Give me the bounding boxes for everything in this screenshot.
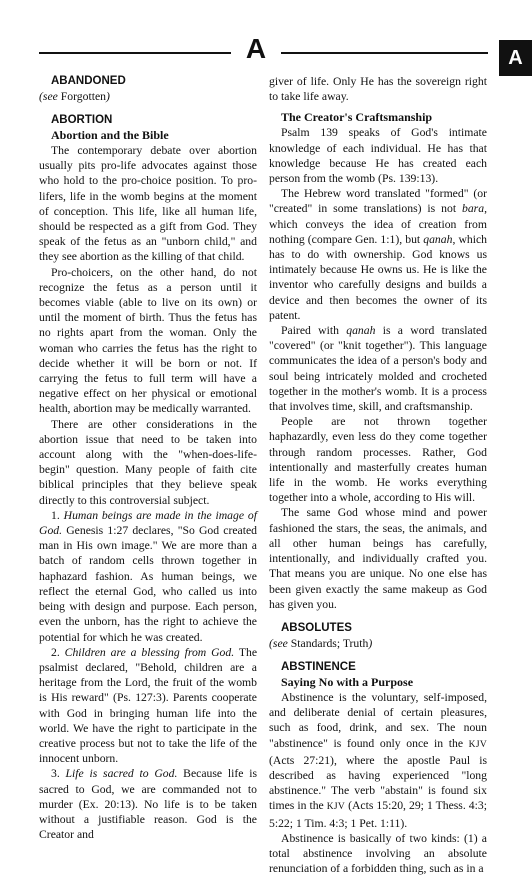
paragraph: Pro-choicers, on the other hand, do not recognize the fetus as a person until it becomes viable (able to live on its own) or until the moment of birth. Thus the fetus has no rights apart from the woman. Only the woman who carries the fetus has the right to decide whether it will be born or not. If carrying the fetus to full term will have a negative effect on her physical or emotional health, abortion may be medically warranted. <box>39 265 257 416</box>
cross-reference-abandoned[interactable]: (see Forgotten) <box>39 90 110 103</box>
paragraph: Psalm 139 speaks of God's intimate knowledge of each individual. He has that knowledge because He has created each person from the womb (Ps. 139:13). <box>269 126 487 186</box>
header-rule-right <box>281 52 488 54</box>
numbered-paragraph: 1. Human beings are made in the image of God. Genesis 1:27 declares, "So God created man in His own image." We are more than a batch of random cells thrown together in haphazard fashion. As human beings, we reflect the eternal God, who called us into being with design and purpose. Each person, even the unborn, has the right to achieve the potential for which he was created. <box>39 508 257 644</box>
header-rule-left <box>39 52 231 54</box>
entry-heading-abandoned: ABANDONED <box>51 75 126 87</box>
thumb-index-tab[interactable]: A <box>499 40 532 76</box>
paragraph: There are other considerations in the abortion issue that need to be taken into account along with the "when-does-life-begin" question. Many people of faith cite biblical principles that they believe speak directly to this controversial subject. <box>39 417 257 507</box>
paragraph: The Hebrew word translated "formed" (or "created" in some translations) is not bara, which conveys the idea of creation from nothing (compare Gen. 1:1), but qanah, which has to do with ownership. God knows us intimately because He owns us. He is like the inventor who carefully designs and builds a device and then becomes the owner of its patent. <box>269 187 487 322</box>
entry-heading-absolutes: ABSOLUTES <box>281 621 352 634</box>
subheading-saying-no-with-a-purpose: Saying No with a Purpose <box>281 674 414 689</box>
subheading-creators-craftsmanship: The Creator's Craftsmanship <box>281 110 433 125</box>
subheading-abortion-and-the-bible: Abortion and the Bible <box>51 128 169 142</box>
paragraph: People are not thrown together haphazardly, even less do they come together through random processes. Rather, God intentionally and masterfully creates human life in the womb. He works everything together into a whole, according to His will. <box>269 415 487 505</box>
numbered-paragraph: 3. Life is sacred to God. Because life is sacred to God, we are commanded not to murder (Ex. 20:13). No life is to be taken without a justifiable reason. God is the Creator and <box>39 767 258 842</box>
left-column <box>39 74 257 842</box>
cross-reference-absolutes[interactable]: (see Standards; Truth) <box>269 636 373 650</box>
entry-heading-abstinence: ABSTINENCE <box>281 660 356 673</box>
paragraph: Paired with qanah is a word translated "covered" (or "knit together"). This language communicates the idea of a person's body and soul being intricately molded and crocheted together in the mother's womb. It is a process that involves time, skill, and craftsmanship. <box>269 324 488 414</box>
section-letter: A <box>245 33 267 64</box>
paragraph: Abstinence is basically of two kinds: (1) a total abstinence involving an absolute renunciation of a forbidden thing, such as in a <box>269 831 487 876</box>
paragraph: Abstinence is the voluntary, self-imposed, and deliberate denial of certain pleasures, such as food, drink, and sex. The noun "abstinence" is found only once in the KJV (Acts 27:21), where the apostle Paul is described as having experienced "long abstinence." The verb "abstain" is found six times in the KJV (Acts 15:20, 29; 1 Thess. 4:3; 5:22; 1 Tim. 4:3; 1 Pet. 1:11). <box>269 690 487 830</box>
paragraph: giver of life. Only He has the sovereign right to take life away. <box>269 75 487 104</box>
paragraph: The contemporary debate over abortion usually pits pro-life advocates against those who hold to the pro-choice position. To pro-lifers, life in the womb begins at the moment of conception. This life, like all human life, should be respected as a gift from God. They speak of the fetus as an "unborn child," and they see abortion as the killing of that child. <box>39 144 257 264</box>
right-column <box>269 74 487 876</box>
paragraph: The same God whose mind and power fashioned the stars, the seas, the animals, and all other human beings has carefully, intentionally, and individually crafted you. That means you are unique. No one else has been given exactly the same makeup as God has given you. <box>269 506 487 611</box>
numbered-paragraph: 2. Children are a blessing from God. The psalmist declared, "Behold, children are a heritage from the Lord, the fruit of the womb is His reward" (Ps. 127:3). Parents cooperate with God in bringing human life into the world. We have the right to participate in the creative process but not to take the life of the innocent unborn. <box>39 645 258 766</box>
entry-heading-abortion: ABORTION <box>51 114 113 126</box>
